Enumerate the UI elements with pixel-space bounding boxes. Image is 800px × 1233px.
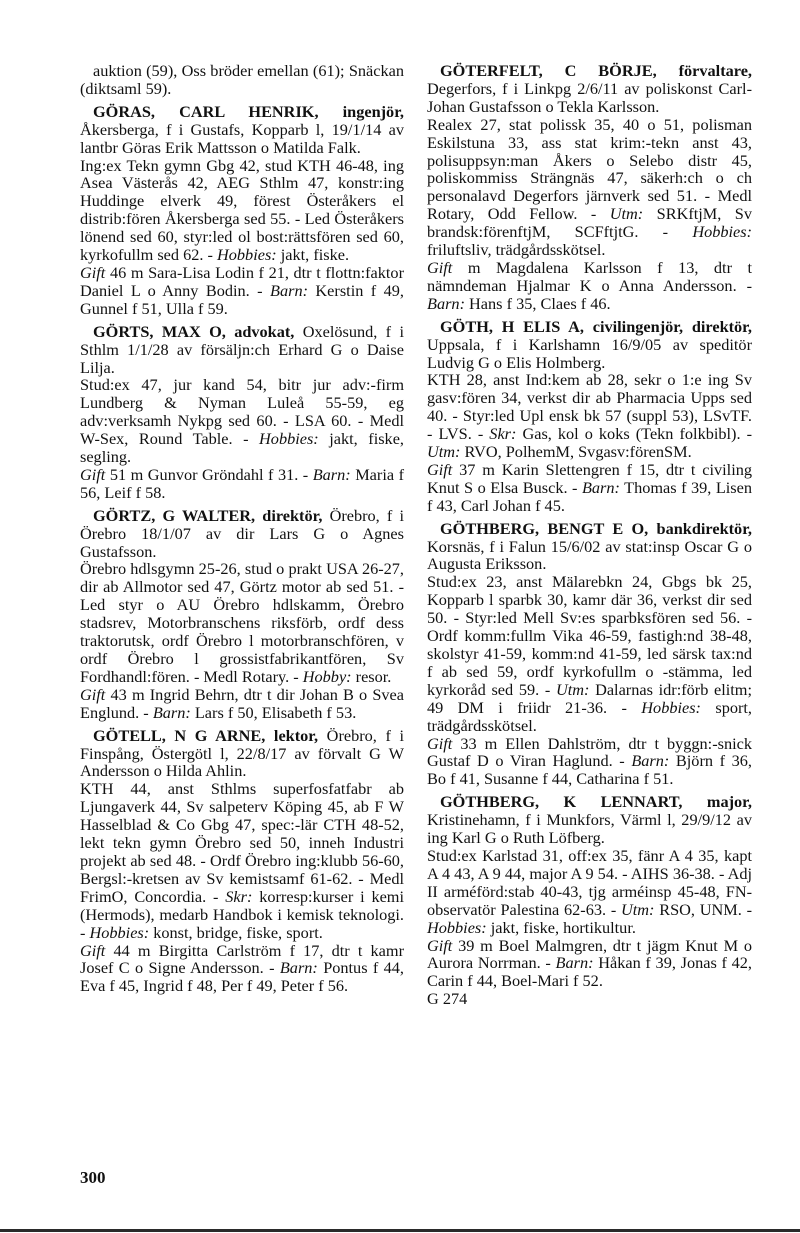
entry-heading-paragraph [80, 507, 404, 561]
entry-text: Maria f 56, Leif f 58. [80, 464, 404, 502]
entry-text: Stud:ex Karlstad 31, off:ex 35, fänr A 4 35, kapt A 4 43, A 9 44, major A 9 54. - AIHS 36-38. - Adj II arméförd:stab 40-43, tjg arméinsp 45-48, FN-observatör Palestina 62-63. - [427, 845, 752, 919]
entry-heading-paragraph [80, 103, 404, 157]
entry-paragraph [80, 376, 404, 466]
entry-paragraph [427, 937, 752, 991]
entry-paragraph [427, 259, 752, 313]
bio-entry [427, 318, 752, 515]
entry-heading-paragraph [427, 318, 752, 372]
entry-text: 51 m Gunvor Gröndahl f 31. - [105, 464, 313, 484]
entry-text: KTH 44, anst Sthlms superfosfatfabr ab Ljungaverk 44, Sv salpeterv Köping 45, ab F W Hasselblad & Co Gbg 47, spec:-lär CTH 48-52, lekt tekn gymn Örebro sed 50, inneh Industri projekt ab sed 48. - Ordf Örebro ing:klubb 56-60, Bergsl:-kretsen av Sv kemistsamf 61-62. - Medl FrimO, Concordia. - [80, 779, 404, 906]
field-label: Barn: [152, 702, 191, 722]
entry-paragraph [80, 560, 404, 685]
entry-text: Korsnäs, f i Falun 15/6/02 av stat:insp Oscar G o Augusta Eriksson. [427, 536, 752, 574]
person-title: major, [706, 792, 752, 812]
person-title: civilingenjör, direktör, [592, 316, 752, 336]
person-title: direktör, [262, 505, 323, 525]
entry-text: Uppsala, f i Karlshamn 16/9/05 av speditör Ludvig G o Elis Holmberg. [427, 334, 752, 372]
field-label: Barn: [312, 464, 351, 484]
field-label: Hobbies: [641, 697, 701, 717]
entry-text: Stud:ex 47, jur kand 54, bitr jur adv:-firm Lundberg & Nyman Luleå 55-59, eg adv:verksamh Nykpg sed 60. - LSA 60. - Medl W-Sex, Round Table. - [80, 375, 404, 449]
entry-heading-paragraph [80, 62, 404, 98]
entry-text: Hans f 35, Claes f 46. [464, 293, 611, 313]
person-title: advokat, [234, 321, 295, 341]
entry-text: jakt, fiske, segling. [80, 429, 404, 467]
field-label: Hobbies: [427, 917, 487, 937]
field-label: Hobbies: [259, 429, 319, 449]
entry-text: auktion (59), Oss bröder emellan (61); Snäckan (diktsaml 59). [80, 61, 404, 98]
entry-paragraph [80, 466, 404, 502]
entry-text: Håkan f 39, Jonas f 42, Carin f 44, Boel-Mari f 52. [427, 953, 752, 991]
bio-entry [80, 507, 404, 722]
entry-paragraph [427, 461, 752, 515]
entry-text: Thomas f 39, Lisen f 43, Carl Johan f 45. [427, 477, 752, 515]
right-column [427, 62, 752, 1008]
person-title: ingenjör, [342, 101, 404, 121]
entry-text: Örebro, f i Örebro 18/1/07 av dir Lars G o Agnes Gustafsson. [80, 505, 404, 561]
person-name: GÖTHBERG, K LENNART, [440, 792, 683, 812]
field-label: Hobbies: [217, 245, 277, 265]
person-name: GÖTERFELT, C BÖRJE, [440, 61, 657, 80]
field-label: Utm: [621, 899, 655, 919]
field-label: Hobbies: [89, 922, 150, 942]
field-label: Barn: [631, 751, 670, 771]
person-name: GÖRAS, CARL HENRIK, [93, 101, 319, 121]
entry-text: Kristinehamn, f i Munkfors, Värml l, 29/9/12 av ing Karl G o Ruth Löfberg. [427, 810, 752, 848]
field-label: Barn: [555, 953, 594, 973]
field-label: Utm: [427, 442, 461, 462]
entry-text: korresp:kurser i kemi (Hermods), medarb Handbok i kemisk teknologi. - [80, 886, 404, 942]
entry-text: resor. [351, 666, 392, 686]
person-title: förvaltare, [678, 61, 752, 80]
entry-text: Kerstin f 49, Gunnel f 51, Ulla f 59. [80, 280, 404, 318]
bio-entry [427, 793, 752, 1008]
entry-text: 44 m Birgitta Carlström f 17, dtr t kamr Josef C o Signe Andersson. - [80, 940, 404, 978]
entry-text: KTH 28, anst Ind:kem ab 28, sekr o 1:e ing Sv gasv:fören 34, verkst dir ab Pharmacia Upps sed 40. - Styr:led Upl ensk bk 57 (suppl 53), LSvTF. - LVS. - [427, 370, 752, 444]
person-name: GÖRTS, MAX O, [93, 321, 226, 341]
page-number: 300 [80, 1168, 106, 1187]
bio-entry [80, 727, 404, 996]
entry-text: 46 m Sara-Lisa Lodin f 21, dtr t flottn:faktor Daniel L o Anny Bodin. - [80, 262, 404, 300]
bio-entry [427, 62, 752, 313]
bio-entry [80, 323, 404, 502]
entry-text: 33 m Ellen Dahlström, dtr t byggn:-snick Gustaf D o Viran Haglund. - [427, 733, 752, 771]
entry-paragraph [427, 116, 752, 259]
entry-paragraph [80, 942, 404, 996]
entry-text: RSO, UNM. - [654, 899, 752, 919]
entry-text: jakt, fiske. [276, 245, 350, 265]
entry-paragraph [80, 264, 404, 318]
person-name: GÖTELL, N G ARNE, [93, 725, 266, 745]
entry-text: Oxelösund, f i Sthlm 1/1/28 av försäljn:ch Erhard G o Daise Lilja. [80, 321, 404, 377]
person-name: GÖTH, H ELIS A, [440, 316, 584, 336]
entry-heading-paragraph [80, 323, 404, 377]
field-label: Gift [427, 257, 453, 277]
left-column [80, 62, 404, 995]
bottom-edge-line [0, 1229, 800, 1232]
entry-paragraph [427, 990, 752, 1008]
entry-heading-paragraph [427, 62, 752, 116]
entry-text: jakt, fiske, hortikultur. [486, 917, 636, 937]
bio-entry [427, 520, 752, 789]
field-label: Skr: [489, 424, 517, 444]
field-label: Skr: [225, 886, 253, 906]
entry-text: konst, bridge, fiske, sport. [149, 922, 323, 942]
person-title: lektor, [273, 725, 319, 745]
bio-entry [80, 103, 404, 318]
entry-text: sport, trädgårdsskötsel. [427, 697, 753, 735]
entry-text: Stud:ex 23, anst Mälarebkn 24, Gbgs bk 25, Kopparb l sparbk 30, kamr där 36, verkst dir sed 50. - Styr:led Mell Sv:es sparbksfören sed 56. - Ordf komm:fullm Vika 46-59, fastigh:nd 38-48, skolstyr 41-59, komm:nd 41-59, led särsk tax:nd f ab sed 59, ordf kyrkofullm o -stämma, led kyrkoråd sed 59. - [427, 572, 752, 699]
entry-text: 37 m Karin Slettengren f 15, dtr t civiling Knut S o Elsa Busck. - [427, 459, 752, 497]
entry-text: Pontus f 44, Eva f 45, Ingrid f 48, Per f 49, Peter f 56. [80, 958, 404, 996]
entry-text: Örebro, f i Finspång, Östergötl l, 22/8/17 av förvalt G W Andersson o Hilda Ahlin. [80, 725, 404, 781]
entry-text: Ing:ex Tekn gymn Gbg 42, stud KTH 46-48, ing Asea Västerås 42, AEG Sthlm 47, konstr:ing Huddinge elverk 49, förest Österåkers el distrib:fören Åkersberga sed 55. - Led Österåkers lönend sed 60, styr:led ol bost:rättsfören sed 60, kyrkofullm sed 62. - [80, 155, 404, 265]
entry-text: Gas, kol o koks (Tekn folkbibl). - [516, 424, 752, 444]
entry-text: RVO, PolhemM, Svgasv:förenSM. [460, 442, 692, 462]
entry-paragraph [427, 371, 752, 461]
bio-entry [80, 62, 404, 98]
entry-text: Degerfors, f i Linkpg 2/6/11 av poliskonst Carl-Johan Gustafsson o Tekla Karlsson. [427, 78, 752, 116]
entry-text: Dalarnas idr:förb elitm; 49 DM i friidr 21-36. - [427, 679, 752, 717]
entry-paragraph [80, 686, 404, 722]
edge-tick [188, 1229, 190, 1232]
field-label: Utm: [555, 679, 590, 699]
entry-paragraph [427, 847, 752, 937]
field-label: Barn: [427, 293, 465, 313]
entry-heading-paragraph [427, 520, 752, 574]
field-label: Gift [427, 935, 453, 955]
entry-heading-paragraph [427, 793, 752, 847]
entry-text: SRKftjM, Sv brandsk:förenftjM, SCFftjtG. - [427, 204, 752, 242]
person-name: GÖTHBERG, BENGT E O, [440, 518, 649, 538]
entry-text: Örebro hdlsgymn 25-26, stud o prakt USA 26-27, dir ab Allmotor sed 47, Görtz motor ab sed 51. - Led styr o AU Örebro hdlskamm, Örebro stadsrev, Motorbranschens riksförb, ordf dess traktorutsk, ordf Örebro l motorbranschfören, v ordf Örebro l grossistfabrikantfören, Sv Fordhandl:fören. - Medl Rotary. - [80, 559, 404, 686]
entry-text: Åkersberga, f i Gustafs, Kopparb l, 19/1/14 av lantbr Göras Erik Mattsson o Matilda Falk. [80, 119, 404, 157]
field-label: Gift [80, 940, 106, 960]
person-name: GÖRTZ, G WALTER, [93, 505, 256, 525]
field-label: Gift [80, 464, 106, 484]
field-label: Hobby: [302, 666, 352, 686]
field-label: Barn: [270, 280, 308, 300]
entry-text: 39 m Boel Malmgren, dtr t jägm Knut M o Aurora Norrman. - [427, 935, 752, 973]
entry-paragraph [427, 735, 752, 789]
field-label: Gift [80, 262, 106, 282]
field-label: Gift [80, 684, 106, 704]
field-label: Hobbies: [692, 222, 752, 242]
entry-heading-paragraph [80, 727, 404, 781]
field-label: Gift [427, 733, 453, 753]
entry-text: Björn f 36, Bo f 41, Susanne f 44, Catharina f 51. [427, 751, 752, 789]
person-title: bankdirektör, [656, 518, 752, 538]
entry-text: m Magdalena Karlsson f 13, dtr t nämndeman Hjalmar K o Anna Andersson. - [427, 257, 752, 295]
entry-text: Realex 27, stat polissk 35, 40 o 51, polisman Eskilstuna 33, ass stat krim:-tekn anst 43, polisuppsyn:man Åkers o Selebo distr 45, poliskommiss Strängnäs 47, säkerh:ch o ch personalavd Degerfors järnverk sed 51. - Medl Rotary, Odd Fellow. - [427, 114, 752, 224]
entry-text: G 274 [427, 989, 468, 1009]
entry-paragraph [427, 573, 752, 734]
field-label: Barn: [279, 958, 318, 978]
field-label: Gift [427, 459, 453, 479]
entry-paragraph [80, 780, 404, 941]
entry-text: 43 m Ingrid Behrn, dtr t dir Johan B o Svea Englund. - [80, 684, 404, 722]
entry-paragraph [80, 157, 404, 264]
field-label: Barn: [581, 477, 620, 497]
entry-text: Lars f 50, Elisabeth f 53. [190, 702, 357, 722]
field-label: Utm: [609, 204, 644, 224]
edge-tick [606, 1229, 608, 1232]
entry-text: friluftsliv, trädgårdsskötsel. [427, 240, 606, 260]
